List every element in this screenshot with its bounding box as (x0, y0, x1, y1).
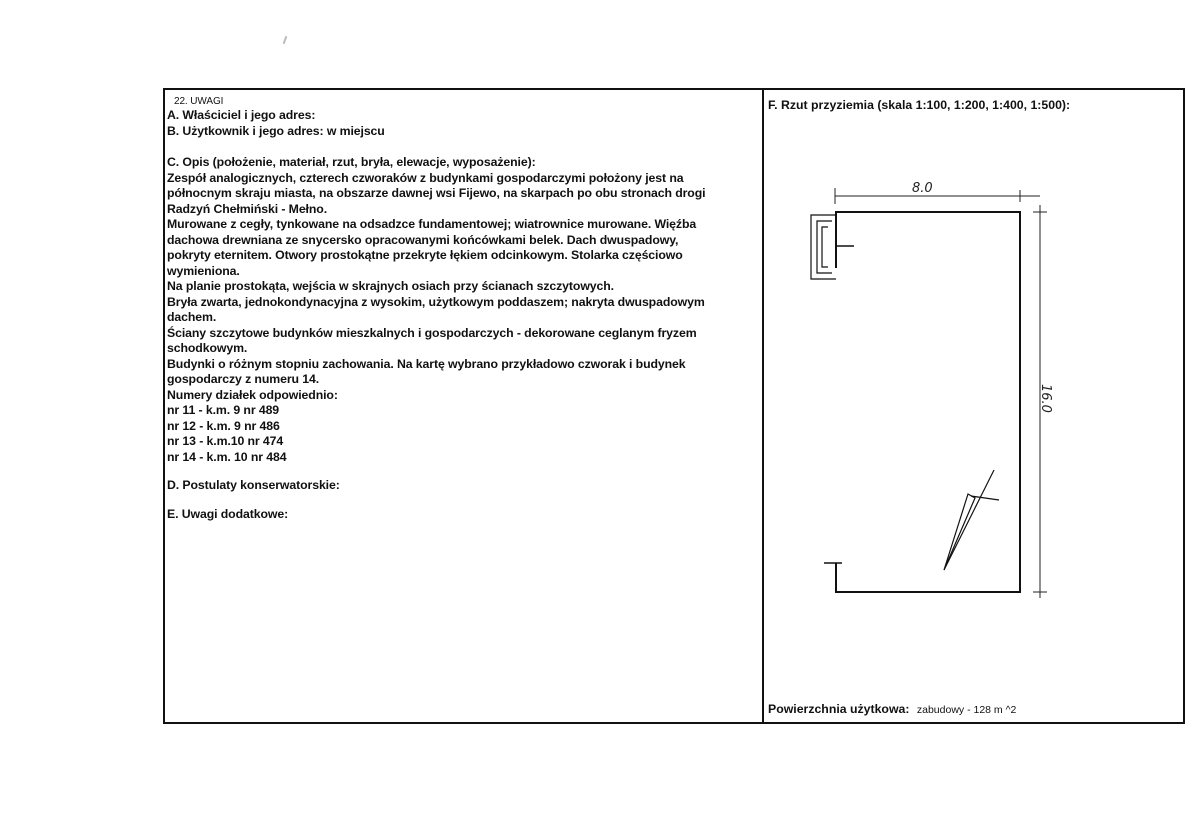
description-line: Numery działek odpowiednio: (167, 387, 338, 402)
description-line: Na planie prostokąta, wejścia w skrajnych osiach przy ścianach szczytowych. (167, 279, 614, 293)
description-line: schodkowym. (167, 341, 248, 355)
description-line: gospodarczy z numeru 14. (167, 372, 320, 386)
description-line: Zespół analogicznych, czterech czworaków z budynkami gospodarczymi położony jest na (167, 170, 684, 185)
user-field: B. Użytkownik i jego adres: w miejscu (167, 123, 385, 138)
description-line: nr 14 - k.m. 10 nr 484 (167, 449, 287, 464)
owner-field: A. Właściciel i jego adres: (167, 108, 316, 122)
usable-area-value: zabudowy - 128 m ^2 (916, 704, 1017, 716)
section-number: 22. UWAGI (174, 96, 224, 107)
postulates-field: D. Postulaty konserwatorskie: (167, 478, 340, 492)
usable-area-label: Powierzchnia użytkowa: (768, 702, 910, 716)
description-line: nr 11 - k.m. 9 nr 489 (167, 403, 280, 417)
description-line: Ściany szczytowe budynków mieszkalnych i gospodarczych - dekorowane ceglanym fryzem (167, 325, 697, 340)
description-line: nr 12 - k.m. 9 nr 486 (167, 418, 280, 433)
description-line: Radzyń Chełmiński - Mełno. (167, 201, 328, 216)
description-line: nr 13 - k.m.10 nr 474 (167, 434, 284, 448)
description-line: pokryty eternitem. Otwory prostokątne przekryte łękiem odcinkowym. Stolarka częściowo (167, 248, 683, 262)
description-line: wymieniona. (167, 263, 240, 278)
additional-remarks-field: E. Uwagi dodatkowe: (167, 506, 289, 521)
description-line: Bryła zwarta, jednokondynacyjna z wysokim, użytkowym poddaszem; nakryta dwuspadowym (167, 294, 705, 309)
description-line: Murowane z cegły, tynkowane na odsadzce fundamentowej; wiatrownice murowane. Więźba (167, 217, 697, 231)
description-header: C. Opis (położenie, materiał, rzut, bryła, elewacje, wyposażenie): (167, 155, 536, 169)
description-line: dachem. (167, 310, 217, 324)
description-line: północnym skraju miasta, na obszarze dawnej wsi Fijewo, na skarpach po obu stronach drogi (167, 186, 706, 200)
description-line: dachowa drewniana ze snycersko opracowanymi końcówkami belek. Dach dwuspadowy, (167, 232, 679, 247)
north-arrow-icon (944, 470, 999, 570)
width-dimension-label: 8.0 (912, 181, 933, 196)
building-outline (836, 212, 1020, 592)
length-dimension-label: 16.0 (1038, 384, 1053, 413)
floor-plan-title: F. Rzut przyziemia (skala 1:100, 1:200, 1:400, 1:500): (768, 98, 1071, 112)
porch-outline (811, 215, 836, 279)
description-line: Budynki o różnym stopniu zachowania. Na kartę wybrano przykładowo czworak i budynek (167, 356, 686, 371)
